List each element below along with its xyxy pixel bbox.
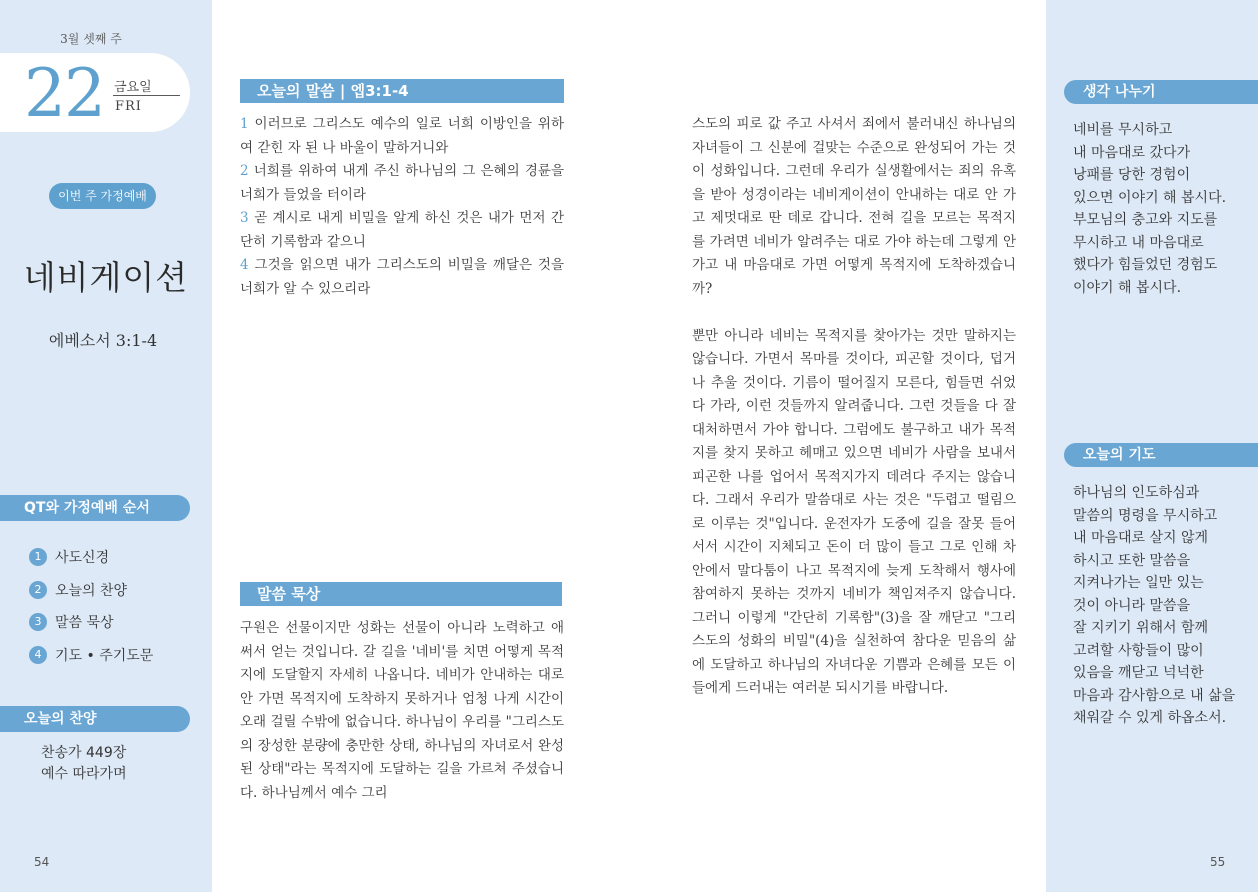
share-line: 네비를 무시하고 (1073, 122, 1173, 138)
order-list (29, 541, 153, 671)
order-number: 2 (29, 581, 47, 599)
order-item (29, 606, 153, 639)
weekday-label: 금요일 (114, 80, 152, 95)
prayer-line: 잘 지키기 위해서 함께 (1073, 620, 1209, 636)
prayer-line: 마음과 감사함으로 내 삶을 (1073, 687, 1236, 704)
meditation-heading: 말씀 묵상 (240, 582, 562, 606)
prayer-line: 채워갈 수 있게 하옵소서. (1073, 710, 1227, 726)
order-label: 기도 • 주기도문 (55, 647, 154, 664)
order-number: 3 (29, 613, 47, 631)
meditation-paragraph: 뿐만 아니라 네비는 목적지를 찾아가는 것만 말하지는 않습니다. 가면서 목마를 것이다, 피곤할 것이다, 덥거나 추울 것이다. 기름이 떨어질지 모른다, 힘들면 쉬었다 가라, 이런 것들까지 알려줍니다. 그런 것들을 다 잘 대처하면서 가야 합니다. 그럼에도 불구하고 내가 목적지를 찾지 못하고 헤매고 있으면 네비가 사람을 보내서 피곤한 나를 업어서 목적지가지 데려다 주지는 않습니다. 그래서 우리가 말씀대로 사는 것은 "두렵고 떨림으로 이루는 것"입니다. 운전자가 도중에 길을 잘못 들어서서 시간이 지체되고 돈이 더 많이 들고 그로 인해 차 안에서 말다툼이 나고 목적지에 늦게 도착해서 행사에 참여하지 못하는 것까지 네비가 책임져주지 않습니다. 그러니 이렇게 "간단히 기록함"(3)을 잘 깨닫고 "그리스도의 성화의 비밀"(4)을 실천하여 참다운 믿음의 삶에 도달하고 하나님의 자녀다운 기쁨과 은혜를 모든 이들에게 드러내는 여러분 되시기를 바랍니다. (692, 327, 1016, 696)
scripture-reference: 에베소서 3:1-4 (48, 331, 158, 350)
verse (240, 207, 564, 254)
family-worship-badge: 이번 주 가정예배 (49, 183, 156, 209)
prayer-line: 고려할 사항들이 많이 (1073, 642, 1204, 659)
hymn-text (41, 743, 127, 785)
prayer-line: 것이 아니라 말씀을 (1073, 597, 1191, 614)
prayer-line: 지켜나가는 일만 있는 (1073, 575, 1204, 591)
order-heading: QT와 가정예배 순서 (0, 495, 190, 521)
verse-text: 그것을 읽으면 내가 그리스도의 비밀을 깨달은 것을 너희가 알 수 있으리라 (240, 257, 564, 297)
verse-number: 1 (240, 116, 249, 132)
hymn-heading: 오늘의 찬양 (0, 706, 190, 732)
verse-number: 2 (240, 163, 249, 179)
order-item (29, 639, 153, 672)
date-divider (113, 95, 180, 96)
prayer-heading: 오늘의 기도 (1064, 443, 1258, 467)
share-line: 낭패를 당한 경험이 (1073, 167, 1191, 183)
share-heading: 생각 나누기 (1064, 80, 1258, 104)
verse-number: 3 (240, 210, 249, 226)
prayer-line: 하시고 또한 말씀을 (1073, 552, 1191, 569)
order-label: 오늘의 찬양 (55, 582, 128, 599)
verse-text: 너희를 위하여 내게 주신 하나님의 그 은혜의 경륜을 너희가 들었을 터이라 (240, 163, 564, 203)
prayer-line: 내 마음대로 살지 않게 (1073, 530, 1209, 546)
weekday-eng-label: FRI (115, 99, 142, 114)
share-line: 내 마음대로 갔다가 (1073, 144, 1191, 161)
meditation-column-2 (692, 113, 1016, 701)
page-number-right: 55 (1210, 855, 1226, 869)
order-number: 1 (29, 548, 47, 566)
page-number-left: 54 (34, 855, 50, 869)
verse-number: 4 (240, 257, 249, 273)
verse-text: 이러므로 그리스도 예수의 일로 너희 이방인을 위하여 갇힌 자 된 나 바울이 말하거니와 (240, 116, 564, 156)
share-line: 무시하고 내 마음대로 (1073, 234, 1204, 251)
hymn-line: 찬송가 449장 (41, 745, 127, 761)
meditation-paragraph: 스도의 피로 값 주고 사셔서 죄에서 불러내신 하나님의 자녀들이 그 신분에 걸맞는 수준으로 완성되어 가는 것이 성화입니다. 그런데 우리가 실생활에서는 죄의 유혹을 받아 성경이라는 네비게이션이 안내하는 대로 안 가고 제멋대로 딴 데로 갑니다. 전혀 길을 모르는 목적지를 가려면 네비가 알려주는 대로 가야 하는데 그렇게 안 가고 내 마음대로 가면 어떻게 목적지에 도착하겠습니까? (692, 116, 1016, 297)
order-label: 말씀 묵상 (55, 615, 114, 632)
order-item (29, 541, 153, 574)
share-line: 있으면 이야기 해 봅시다. (1073, 189, 1227, 206)
word-heading: 오늘의 말씀 | 엡3:1-4 (240, 79, 564, 103)
date-number: 22 (24, 55, 104, 132)
share-line: 했다가 힘들었던 경험도 (1073, 257, 1218, 273)
prayer-line: 말씀의 명령을 무시하고 (1073, 507, 1218, 524)
order-number: 4 (29, 646, 47, 664)
week-label: 3월 셋째 주 (60, 32, 122, 46)
verse (240, 254, 564, 301)
verse (240, 113, 564, 160)
verse-text: 곧 계시로 내게 비밀을 알게 하신 것은 내가 먼저 간단히 기록함과 같으니 (240, 210, 564, 250)
prayer-line: 있음을 깨닫고 넉넉한 (1073, 665, 1204, 681)
prayer-line: 하나님의 인도하심과 (1073, 485, 1200, 501)
page-title: 네비게이션 (23, 258, 189, 297)
order-label: 사도신경 (55, 550, 110, 567)
share-line: 이야기 해 봅시다. (1073, 279, 1182, 296)
verse-list (240, 113, 564, 301)
meditation-column-1: 구원은 선물이지만 성화는 선물이 아니라 노력하고 애써서 얻는 것입니다. 갈 길을 '네비'를 치면 어떻게 목적지에 도달할지 자세히 나옵니다. 네비가 안내하는 대로 안 가면 목적지에 도착하지 못하거나 엄청 나게 시간이 오래 걸릴 수밖에 없습니다. 하나님이 우리를 "그리스도의 장성한 분량에 충만한 상태, 하나님의 자녀로서 완성된 상태"라는 목적지에 도달하는 길을 가르쳐 주셨습니다. 하나님께서 예수 그리 (240, 620, 564, 801)
share-text (1073, 119, 1226, 299)
prayer-text (1073, 482, 1235, 730)
hymn-line: 예수 따라가며 (41, 766, 127, 782)
share-line: 부모님의 충고와 지도를 (1073, 212, 1218, 228)
order-item (29, 574, 153, 607)
verse (240, 160, 564, 207)
